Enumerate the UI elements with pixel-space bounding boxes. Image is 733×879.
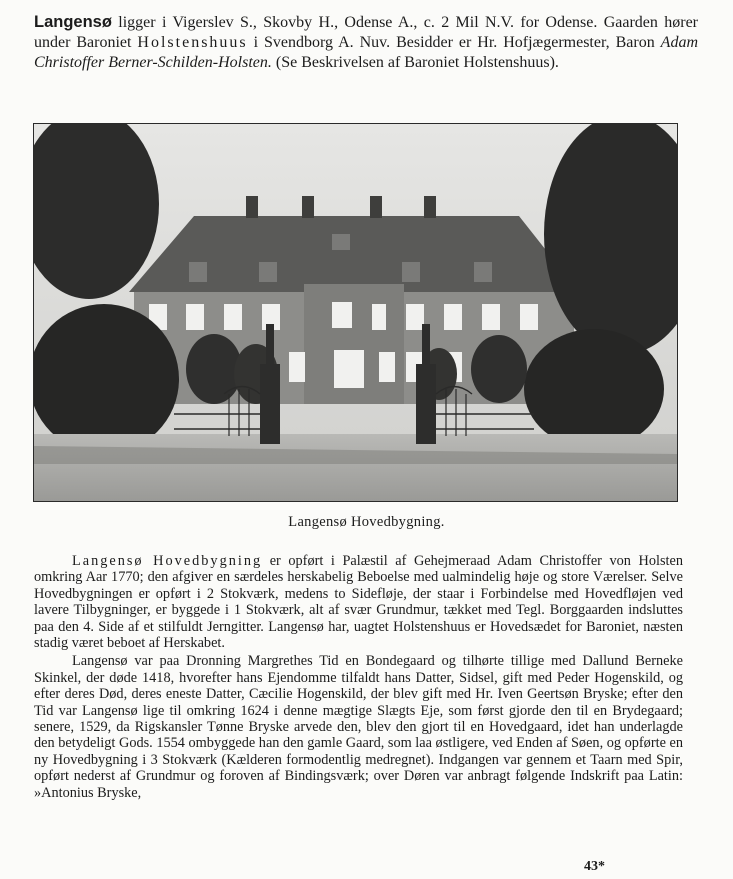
manor-house-photo xyxy=(33,123,678,502)
body-text xyxy=(34,553,683,801)
intro-text-3: (Se Beskrivelsen af Baroniet Holstenshuus). xyxy=(271,54,559,71)
intro-owner: Adam Christoffer Berner-Schilden-Holsten. xyxy=(34,34,698,71)
body-paragraph-2: Langensø var paa Dronning Margrethes Tid en Bondegaard og tilhørte tillige med Dallund Berneke Skinkel, der døde 1418, hvorefter hans Ejendomme tilfaldt hans Datter, Sidsel, gift med Peder Hogenskild, og efter deres Død, deres eneste Datter, Cæcilie Hogenskild, der blev gift med Hr. Iven Geertsøn Bryske; efter den Tid var Langensø lige til omkring 1624 i denne mægtige Slægts Eje, som først gjorde den til en Brydegaard; senere, 1529, da Rigskansler Tønne Bryske arvede den, blev den gjort til en Hovedgaard, idet han underlagde den betydeligt Gods. 1554 ombyggede han den gamle Gaard, som laa østligere, ved Enden af Søen, og opførte en ny Hovedbygning i 3 Stokværk (Kælderen formodentlig medregnet). Indgangen var gennem et Taarn med Spir, opført nederst af Grundmur og foroven af Bindingsværk; over Døren var anbragt følgende Indskrift paa Latin: »Antonius Bryske, xyxy=(34,653,683,801)
manor-house-photo-icon xyxy=(34,124,677,501)
photo-caption: Langensø Hovedbygning. xyxy=(288,514,445,530)
page-number: 43* xyxy=(584,859,605,874)
intro-paragraph xyxy=(34,12,698,73)
body-p1-text: er opført i Palæstil af Gehejmeraad Adam Christoffer von Holsten omkring Aar 1770; den afgiver en særdeles herskabelig Beboelse med ualmindelig høje og store Værelser. Selve Hovedbygningen er opført i 2 Stokværk, medens to Sidefløje, der staar i Forbindelse med Hovedfløjen ved lavere Tilbygninger, er byggede i 1 Stokværk, alt af svær Grundmur, tækket med Tegl. Borggaarden indsluttes paa den 4. Side af et stilfuldt Jerngitter. Langensø har, uagtet Holstenshuus er Hovedsædet for Baroniet, næsten stadig været beboet af Herskabet. xyxy=(34,553,683,652)
intro-text-1: ligger i Vigerslev S., Skovby H., Odense A., c. 2 Mil N.V. for Odense. Gaarden hører under Baroniet xyxy=(34,14,698,51)
body-p1-lead: Langensø Hovedbygning xyxy=(72,553,263,569)
intro-baroniet: Holstenshuus xyxy=(137,34,248,51)
body-paragraph-1 xyxy=(34,553,683,651)
intro-text-2: i Svendborg A. Nuv. Besidder er Hr. Hofjægermester, Baron xyxy=(247,34,661,51)
intro-lead: Langensø xyxy=(34,13,112,31)
